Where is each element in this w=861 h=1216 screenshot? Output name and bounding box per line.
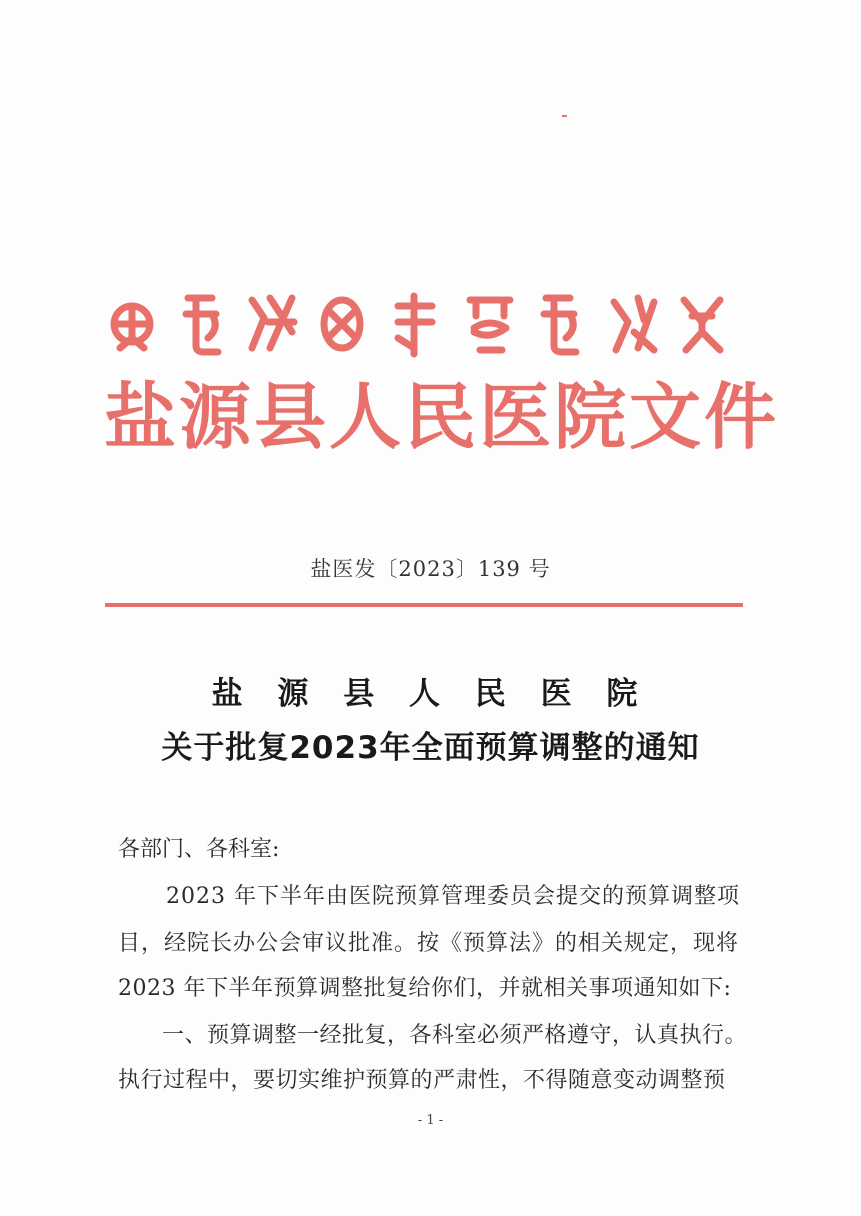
paragraph-2-line-2: 执行过程中，要切实维护预算的严肃性，不得随意变动调整预	[118, 1068, 726, 1093]
notice-title-line-1: 盐 源 县 人 民 医 院	[211, 676, 650, 712]
paragraph-1-line-3: 2023 年下半年预算调整批复给你们，并就相关事项通知如下:	[118, 976, 732, 1001]
paragraph-1-line-2: 目，经院长办公会审议批准。按《预算法》的相关规定，现将	[118, 931, 740, 956]
paragraph-2-line-1: 一、预算调整一经批复，各科室必须严格遵守，认真执行。	[162, 1023, 748, 1048]
notice-title-line-2: 关于批复2023年全面预算调整的通知	[161, 730, 700, 766]
page-number: - 1 -	[417, 1113, 444, 1128]
seal-script-header-image	[110, 292, 742, 358]
document-number: 盐医发〔2023〕139 号	[310, 557, 551, 581]
paragraph-1-line-1: 2023 年下半年由医院预算管理委员会提交的预算调整项	[166, 884, 740, 909]
organization-title: 盐源县人民医院文件	[104, 375, 780, 459]
salutation: 各部门、各科室:	[118, 837, 280, 862]
red-divider-line	[105, 603, 743, 607]
ink-speck	[562, 115, 567, 117]
